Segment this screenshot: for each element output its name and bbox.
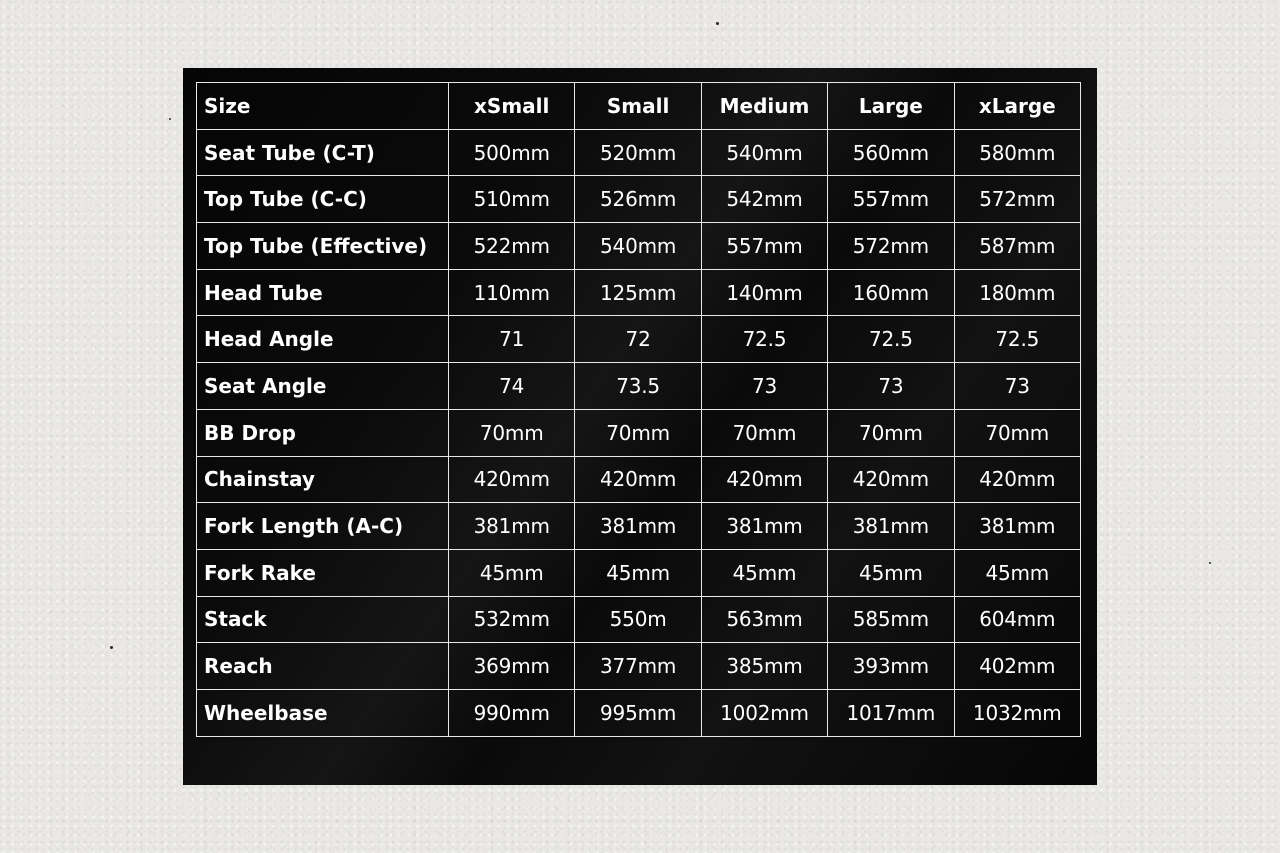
- row-label: Reach: [197, 643, 449, 690]
- table-cell: 70mm: [828, 409, 954, 456]
- table-row: [197, 223, 1081, 270]
- table-cell: 73.5: [575, 363, 701, 410]
- table-cell: 45mm: [828, 549, 954, 596]
- table-cell: 381mm: [701, 503, 827, 550]
- table-cell: 45mm: [575, 549, 701, 596]
- table-cell: 45mm: [449, 549, 575, 596]
- table-cell: 74: [449, 363, 575, 410]
- table-cell: 587mm: [954, 223, 1080, 270]
- table-row: [197, 456, 1081, 503]
- table-cell: 45mm: [701, 549, 827, 596]
- table-cell: 160mm: [828, 269, 954, 316]
- row-label: Seat Angle: [197, 363, 449, 410]
- table-cell: 45mm: [954, 549, 1080, 596]
- table-cell: 70mm: [701, 409, 827, 456]
- row-label: Chainstay: [197, 456, 449, 503]
- table-row: [197, 689, 1081, 736]
- header-small: Small: [575, 83, 701, 130]
- paper-speck: [1209, 562, 1211, 564]
- header-large: Large: [828, 83, 954, 130]
- row-label: BB Drop: [197, 409, 449, 456]
- table-cell: 510mm: [449, 176, 575, 223]
- table-cell: 70mm: [575, 409, 701, 456]
- header-xsmall: xSmall: [449, 83, 575, 130]
- table-cell: 1032mm: [954, 689, 1080, 736]
- table-cell: 550m: [575, 596, 701, 643]
- table-row: [197, 549, 1081, 596]
- table-cell: 180mm: [954, 269, 1080, 316]
- table-row: [197, 129, 1081, 176]
- paper-speck: [110, 646, 113, 649]
- row-label: Stack: [197, 596, 449, 643]
- table-cell: 393mm: [828, 643, 954, 690]
- table-cell: 572mm: [954, 176, 1080, 223]
- table-row: [197, 643, 1081, 690]
- geometry-chart-panel: [183, 68, 1097, 785]
- table-cell: 585mm: [828, 596, 954, 643]
- table-row: [197, 596, 1081, 643]
- header-row: [197, 83, 1081, 130]
- table-cell: 500mm: [449, 129, 575, 176]
- row-label: Top Tube (Effective): [197, 223, 449, 270]
- table-cell: 580mm: [954, 129, 1080, 176]
- table-body: [197, 129, 1081, 736]
- table-cell: 72.5: [828, 316, 954, 363]
- table-cell: 110mm: [449, 269, 575, 316]
- header-medium: Medium: [701, 83, 827, 130]
- table-cell: 72.5: [954, 316, 1080, 363]
- geometry-table: [196, 82, 1081, 737]
- table-cell: 381mm: [954, 503, 1080, 550]
- table-cell: 990mm: [449, 689, 575, 736]
- table-cell: 526mm: [575, 176, 701, 223]
- table-cell: 557mm: [828, 176, 954, 223]
- table-cell: 420mm: [449, 456, 575, 503]
- table-cell: 995mm: [575, 689, 701, 736]
- table-cell: 381mm: [575, 503, 701, 550]
- header-size: Size: [197, 83, 449, 130]
- table-row: [197, 269, 1081, 316]
- row-label: Fork Rake: [197, 549, 449, 596]
- row-label: Head Tube: [197, 269, 449, 316]
- table-cell: 73: [701, 363, 827, 410]
- paper-speck: [716, 22, 719, 25]
- row-label: Fork Length (A-C): [197, 503, 449, 550]
- table-cell: 522mm: [449, 223, 575, 270]
- table-cell: 420mm: [954, 456, 1080, 503]
- table-cell: 1017mm: [828, 689, 954, 736]
- table-cell: 402mm: [954, 643, 1080, 690]
- table-cell: 520mm: [575, 129, 701, 176]
- table-cell: 73: [828, 363, 954, 410]
- row-label: Wheelbase: [197, 689, 449, 736]
- table-cell: 1002mm: [701, 689, 827, 736]
- table-cell: 70mm: [449, 409, 575, 456]
- table-cell: 369mm: [449, 643, 575, 690]
- table-cell: 540mm: [575, 223, 701, 270]
- table-cell: 140mm: [701, 269, 827, 316]
- table-row: [197, 316, 1081, 363]
- table-cell: 420mm: [575, 456, 701, 503]
- table-cell: 560mm: [828, 129, 954, 176]
- row-label: Seat Tube (C-T): [197, 129, 449, 176]
- table-cell: 542mm: [701, 176, 827, 223]
- table-cell: 381mm: [828, 503, 954, 550]
- table-cell: 557mm: [701, 223, 827, 270]
- table-row: [197, 503, 1081, 550]
- table-cell: 73: [954, 363, 1080, 410]
- table-cell: 381mm: [449, 503, 575, 550]
- table-cell: 72.5: [701, 316, 827, 363]
- table-cell: 72: [575, 316, 701, 363]
- table-cell: 70mm: [954, 409, 1080, 456]
- header-xlarge: xLarge: [954, 83, 1080, 130]
- row-label: Top Tube (C-C): [197, 176, 449, 223]
- table-cell: 572mm: [828, 223, 954, 270]
- table-cell: 532mm: [449, 596, 575, 643]
- table-cell: 71: [449, 316, 575, 363]
- table-cell: 540mm: [701, 129, 827, 176]
- table-cell: 420mm: [701, 456, 827, 503]
- table-row: [197, 409, 1081, 456]
- table-cell: 125mm: [575, 269, 701, 316]
- table-cell: 385mm: [701, 643, 827, 690]
- table-cell: 563mm: [701, 596, 827, 643]
- table-row: [197, 176, 1081, 223]
- table-cell: 420mm: [828, 456, 954, 503]
- row-label: Head Angle: [197, 316, 449, 363]
- paper-speck: [169, 118, 171, 120]
- table-cell: 377mm: [575, 643, 701, 690]
- table-cell: 604mm: [954, 596, 1080, 643]
- table-row: [197, 363, 1081, 410]
